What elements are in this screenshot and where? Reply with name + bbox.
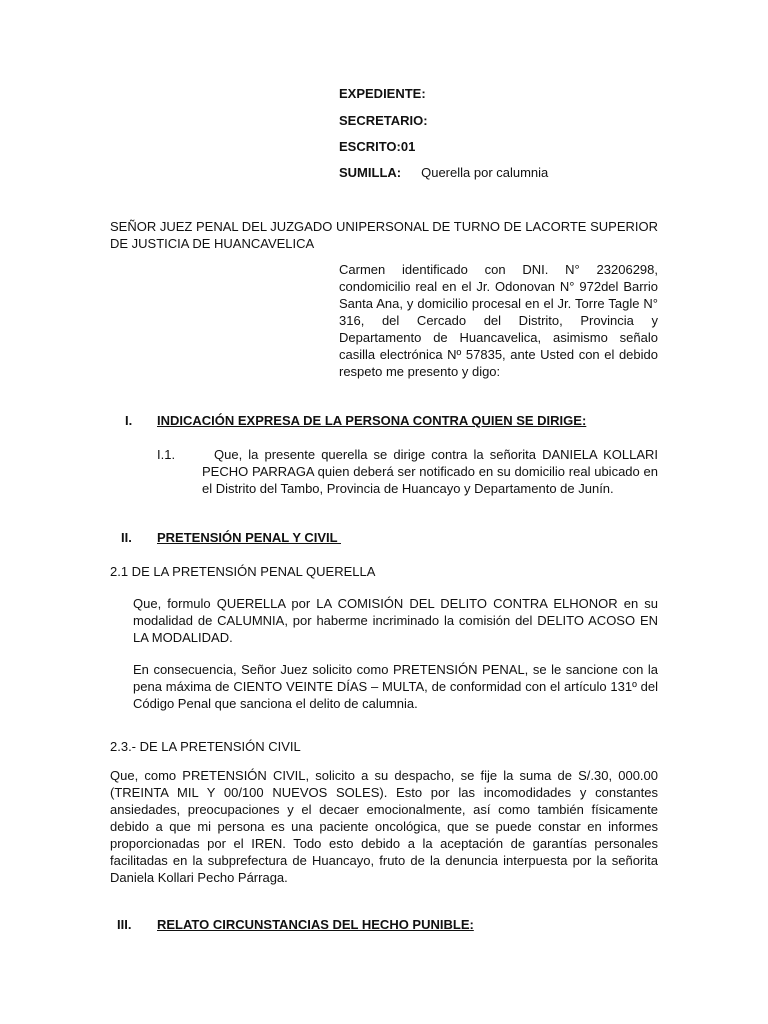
sumilla-row <box>339 164 548 181</box>
secretario-label: SECRETARIO: <box>339 113 428 128</box>
escrito-label: ESCRITO:01 <box>339 139 416 154</box>
addressee: SEÑOR JUEZ PENAL DEL JUZGADO UNIPERSONAL DE TURNO DE LACORTE SUPERIOR DE JUSTICIA DE HUANCAVELICA <box>110 219 658 251</box>
subsection-2-1-paragraph-2: En consecuencia, Señor Juez solicito como PRETENSIÓN PENAL, se le sancione con la pena máxima de CIENTO VEINTE DÍAS – MULTA, de conformidad con el artículo 131º del Código Penal que sanciona el delito de calumnia. <box>133 662 658 711</box>
section1-title: INDICACIÓN EXPRESA DE LA PERSONA CONTRA QUIEN SE DIRIGE: <box>157 413 587 428</box>
section3-title: RELATO CIRCUNSTANCIAS DEL HECHO PUNIBLE: <box>157 917 474 932</box>
item-1-1-number: I.1. <box>157 447 176 462</box>
section2-title: PRETENSIÓN PENAL Y CIVIL <box>157 530 341 545</box>
item-1-1-text: Que, la presente querella se dirige contra la señorita DANIELA KOLLARI PECHO PARRAGA quien deberá ser notificado en su domicilio real ubicado en el Distrito del Tambo, Provincia de Huancayo y Departamento de Junín. <box>202 447 658 496</box>
petitioner-paragraph: Carmen identificado con DNI. N° 23206298, condomicilio real en el Jr. Odonovan N° 972del Barrio Santa Ana, y domicilio procesal en el Jr. Torre Tagle N° 316, del Cercado del Distrito, Provincia y Departamento de Huancavelica, asimismo señalo casilla electrónica Nº 57835, ante Usted con el debido respeto me presento y digo: <box>339 262 658 379</box>
section1-number: I. <box>125 413 133 428</box>
subsection-2-1-title: 2.1 DE LA PRETENSIÓN PENAL QUERELLA <box>110 564 376 579</box>
expediente-label: EXPEDIENTE: <box>339 86 426 101</box>
sumilla-label: SUMILLA: <box>339 165 402 180</box>
subsection-2-3-paragraph: Que, como PRETENSIÓN CIVIL, solicito a su despacho, se fije la suma de S/.30, 000.00 (TREINTA MIL Y 00/100 NUEVOS SOLES). Esto por las incomodidades y constantes ansiedades, preocupaciones y el decaer emocionalmente, así como también físicamente debido a que mi persona es una paciente oncológica, que se puede constar en informes proporcionadas por el IREN. Todo esto debido a la aceptación de garantías personales facilitadas en la subprefectura de Huancayo, fruto de la denuncia interpuesta por la señorita Daniela Kollari Pecho Párraga. <box>110 768 658 885</box>
subsection-2-3-title: 2.3.- DE LA PRETENSIÓN CIVIL <box>110 739 301 754</box>
sumilla-value: Querella por calumnia <box>421 165 549 180</box>
subsection-2-1-paragraph-1: Que, formulo QUERELLA por LA COMISIÓN DEL DELITO CONTRA ELHONOR en su modalidad de CALUMNIA, por haberme incriminado la comisión del DELITO ACOSO EN LA MODALIDAD. <box>133 596 658 645</box>
section3-number: III. <box>117 917 132 932</box>
section2-number: II. <box>121 530 132 545</box>
